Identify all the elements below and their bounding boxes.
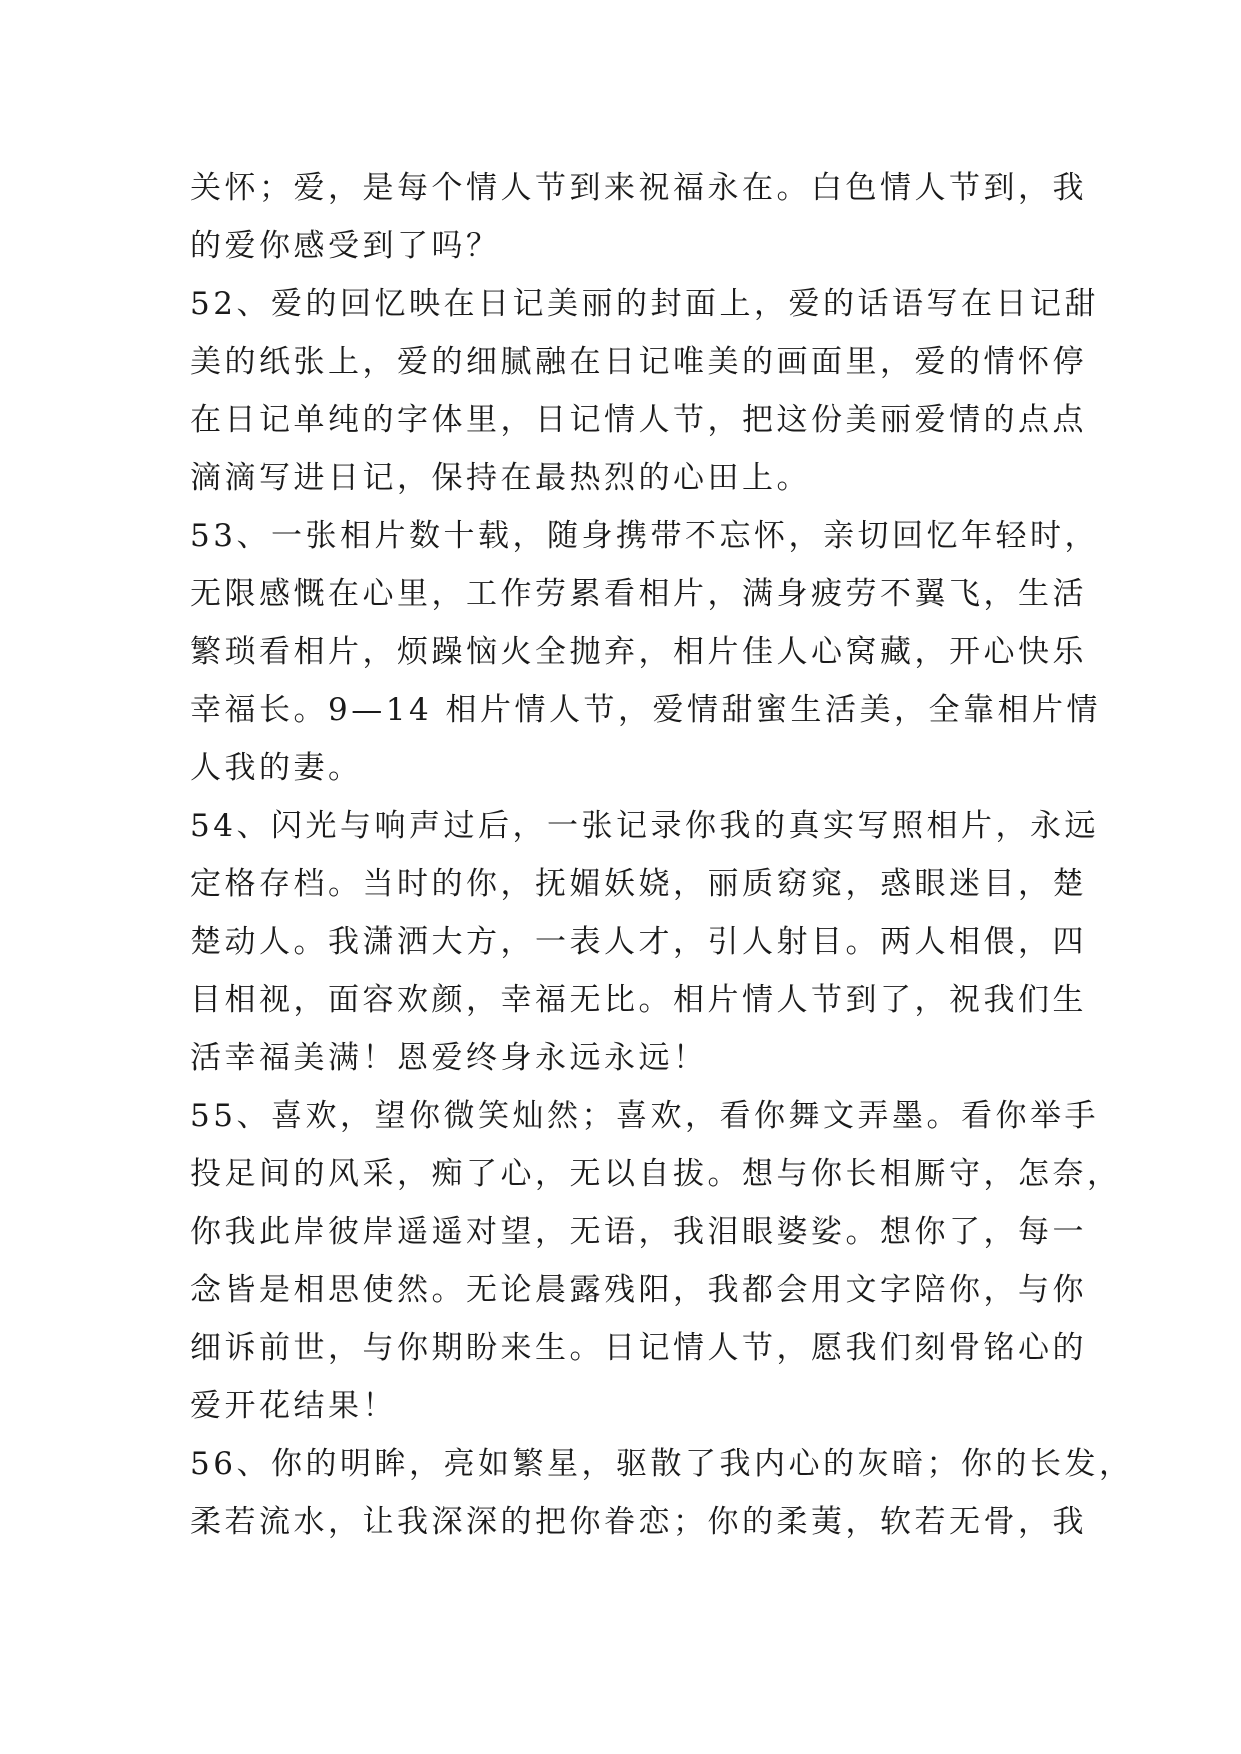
text-line: 滴滴写进日记，保持在最热烈的心田上。 xyxy=(190,460,811,496)
text-line: 美的纸张上，爱的细腻融在日记唯美的画面里，爱的情怀停 xyxy=(190,344,1087,380)
text-line: 56、你的明眸，亮如繁星，驱散了我内心的灰暗；你的长发， xyxy=(190,1446,1134,1482)
text-line: 目相视，面容欢颜，幸福无比。相片情人节到了，祝我们生 xyxy=(190,982,1087,1018)
text-line: 54、闪光与响声过后，一张记录你我的真实写照相片，永远 xyxy=(190,808,1099,844)
text-line: 52、爱的回忆映在日记美丽的封面上，爱的话语写在日记甜 xyxy=(190,286,1099,322)
text-line: 你我此岸彼岸遥遥对望，无语，我泪眼婆娑。想你了，每一 xyxy=(190,1214,1087,1250)
text-line: 定格存档。当时的你，抚媚妖娆，丽质窈窕，惑眼迷目，楚 xyxy=(190,866,1087,902)
document-body xyxy=(190,159,1134,1551)
text-line: 幸福长。9—14 相片情人节，爱情甜蜜生活美，全靠相片情 xyxy=(190,692,1102,728)
text-line: 楚动人。我潇洒大方，一表人才，引人射目。两人相偎，四 xyxy=(190,924,1087,960)
text-line: 投足间的风采，痴了心，无以自拔。想与你长相厮守，怎奈， xyxy=(190,1156,1122,1192)
text-line: 活幸福美满！恩爱终身永远永远！ xyxy=(190,1040,708,1076)
text-line: 无限感慨在心里，工作劳累看相片，满身疲劳不翼飞，生活 xyxy=(190,576,1087,612)
text-line: 繁琐看相片，烦躁恼火全抛弃，相片佳人心窝藏，开心快乐 xyxy=(190,634,1087,670)
text-line: 细诉前世，与你期盼来生。日记情人节，愿我们刻骨铭心的 xyxy=(190,1330,1087,1366)
text-line: 在日记单纯的字体里，日记情人节，把这份美丽爱情的点点 xyxy=(190,402,1087,438)
text-line: 55、喜欢，望你微笑灿然；喜欢，看你舞文弄墨。看你举手 xyxy=(190,1098,1099,1134)
text-line: 人我的妻。 xyxy=(190,750,363,786)
text-line: 念皆是相思使然。无论晨露残阳，我都会用文字陪你，与你 xyxy=(190,1272,1087,1308)
text-line: 柔若流水，让我深深的把你眷恋；你的柔荑，软若无骨，我 xyxy=(190,1504,1087,1540)
text-line: 的爱你感受到了吗？ xyxy=(190,228,501,264)
text-line: 53、一张相片数十载，随身携带不忘怀，亲切回忆年轻时， xyxy=(190,518,1099,554)
text-line: 爱开花结果！ xyxy=(190,1388,397,1424)
text-line: 关怀；爱，是每个情人节到来祝福永在。白色情人节到，我 xyxy=(190,170,1087,206)
